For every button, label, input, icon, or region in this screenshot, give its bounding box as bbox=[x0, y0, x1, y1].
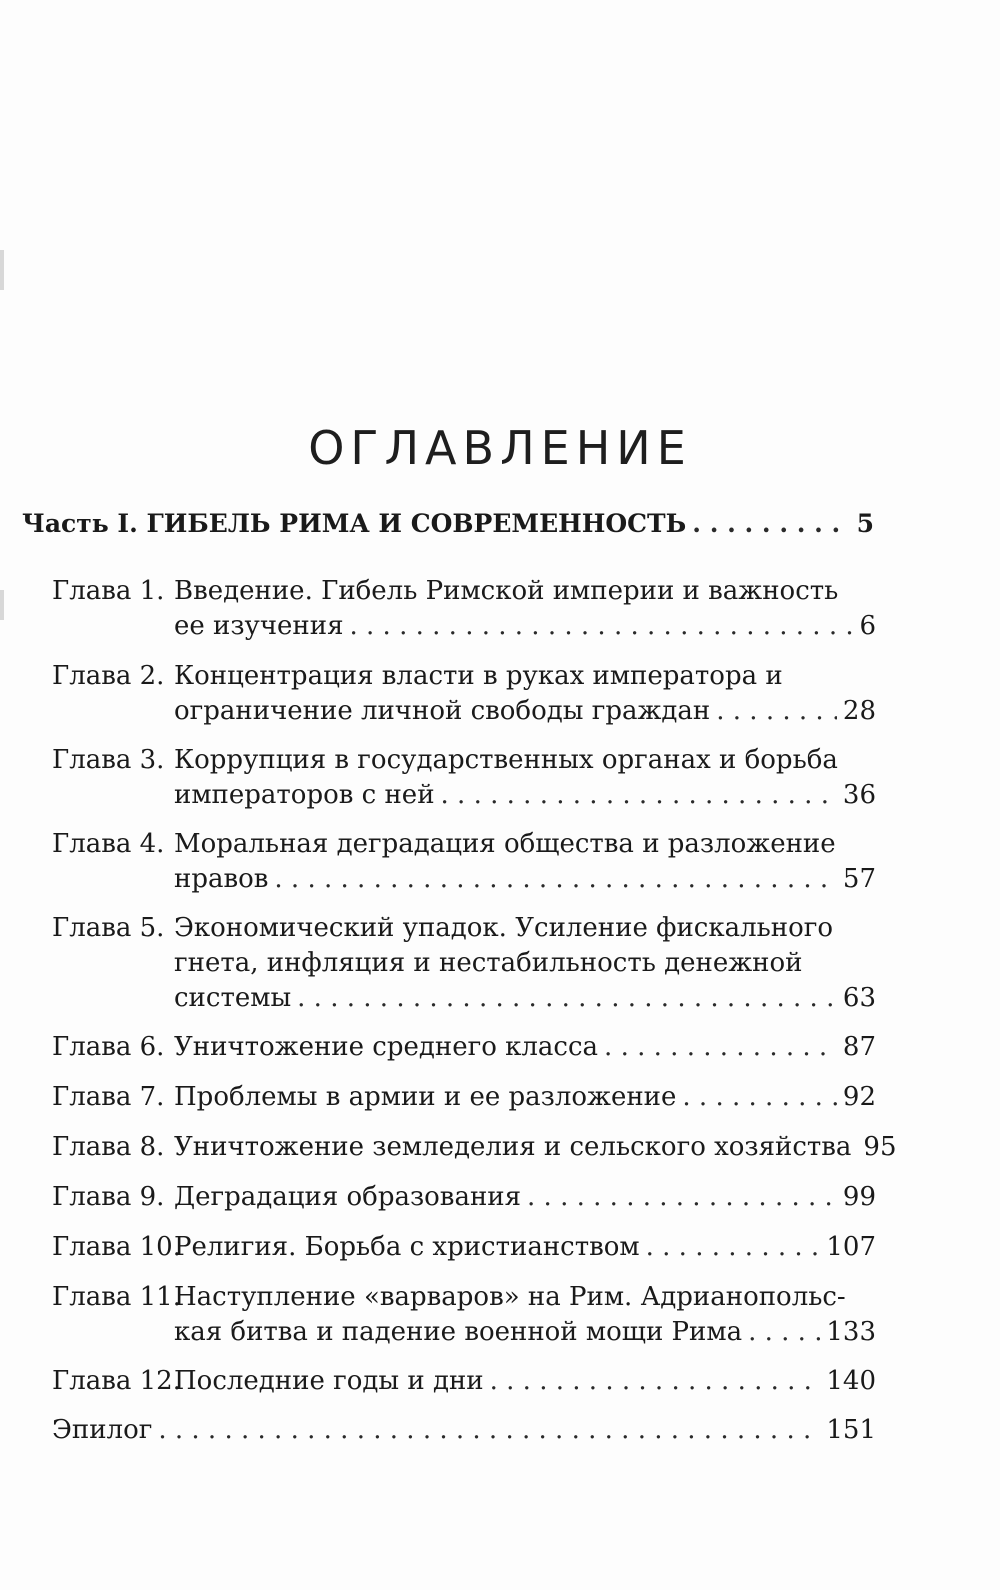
chapter-title-line: Концентрация власти в руках императора и bbox=[174, 661, 783, 691]
chapter-label: Глава 2. bbox=[52, 661, 165, 691]
chapter-title-line: ограничение личной свободы граждан . . . 28 bbox=[174, 695, 876, 727]
chapter-title-line: Уничтожение среднего класса . . . 87 bbox=[174, 1031, 876, 1063]
chapter-label: Глава 12. bbox=[52, 1366, 181, 1396]
chapter-title-line: Наступление «варваров» на Рим. Адрианопольс- bbox=[174, 1282, 846, 1312]
page-number: 87 bbox=[842, 1032, 876, 1062]
page-number: 151 bbox=[826, 1415, 876, 1445]
page-number: 6 bbox=[859, 611, 876, 641]
leader-dots bbox=[297, 982, 837, 1014]
page-number: 95 bbox=[863, 1132, 897, 1162]
page-number: 107 bbox=[826, 1232, 876, 1262]
leader-dots bbox=[646, 1231, 821, 1263]
leader-dots bbox=[490, 1365, 821, 1397]
part-title: ГИБЕЛЬ РИМА И СОВРЕМЕННОСТЬ bbox=[146, 509, 687, 538]
chapter-title-line: Религия. Борьба с христианством . . . 107 bbox=[174, 1231, 876, 1263]
leader-dots bbox=[692, 508, 850, 540]
epilogue-line bbox=[52, 1414, 876, 1446]
page-number: 36 bbox=[842, 780, 876, 810]
chapter-label: Глава 6. bbox=[52, 1032, 165, 1062]
leader-dots bbox=[682, 1081, 837, 1113]
chapter-title-line: ее изучения . . . 6 bbox=[174, 610, 876, 642]
page-number: 140 bbox=[826, 1366, 876, 1396]
part-label: Часть I. bbox=[22, 509, 138, 538]
chapter-title-line: системы . . . 63 bbox=[174, 982, 876, 1014]
chapter-label: Глава 1. bbox=[52, 576, 165, 606]
chapter-label: Глава 3. bbox=[52, 745, 165, 775]
chapter-label: Глава 9. bbox=[52, 1182, 165, 1212]
chapter-label: Глава 11. bbox=[52, 1282, 181, 1312]
chapter-title-line: кая битва и падение военной мощи Рима . . . 133 bbox=[174, 1316, 876, 1348]
chapter-title-line: Моральная деградация общества и разложение bbox=[174, 829, 836, 859]
page-number: 99 bbox=[842, 1182, 876, 1212]
leader-dots bbox=[274, 863, 837, 895]
chapter-label: Глава 10. bbox=[52, 1232, 181, 1262]
chapter-title-line: императоров с ней . . . 36 bbox=[174, 779, 876, 811]
chapter-title-line: Экономический упадок. Усиление фискального bbox=[174, 913, 834, 943]
chapter-title-line: Уничтожение земледелия и сельского хозяйства 95 bbox=[174, 1132, 897, 1162]
chapter-title-line: Проблемы в армии и ее разложение . . . 92 bbox=[174, 1081, 876, 1113]
chapter-title-line: Коррупция в государственных органах и борьба bbox=[174, 745, 838, 775]
leader-dots bbox=[748, 1316, 820, 1348]
page-number: 5 bbox=[856, 509, 874, 538]
page-title: ОГЛАВЛЕНИЕ bbox=[308, 420, 692, 475]
chapter-title-line: гнета, инфляция и нестабильность денежной bbox=[174, 948, 803, 978]
chapter-title-line: нравов . . . 57 bbox=[174, 863, 876, 895]
leader-dots bbox=[349, 610, 853, 642]
chapter-label: Глава 8. bbox=[52, 1132, 165, 1162]
leader-dots bbox=[716, 695, 837, 727]
leader-dots bbox=[527, 1181, 837, 1213]
page-number: 133 bbox=[826, 1317, 876, 1347]
page-number: 63 bbox=[842, 983, 876, 1013]
page-number: 28 bbox=[842, 696, 876, 726]
leader-dots bbox=[604, 1031, 837, 1063]
chapter-title-line: Последние годы и дни . . . 140 bbox=[174, 1365, 876, 1397]
epilogue-label: Эпилог bbox=[52, 1415, 153, 1445]
page-number: 57 bbox=[842, 864, 876, 894]
chapter-label: Глава 7. bbox=[52, 1082, 165, 1112]
page-number: 92 bbox=[842, 1082, 876, 1112]
chapter-label: Глава 5. bbox=[52, 913, 165, 943]
chapter-label: Глава 4. bbox=[52, 829, 165, 859]
toc-part-line bbox=[22, 508, 874, 540]
leader-dots bbox=[441, 779, 837, 811]
chapter-title-line: Деградация образования . . . 99 bbox=[174, 1181, 876, 1213]
chapter-title-line: Введение. Гибель Римской империи и важность bbox=[174, 576, 839, 606]
leader-dots bbox=[158, 1414, 820, 1446]
